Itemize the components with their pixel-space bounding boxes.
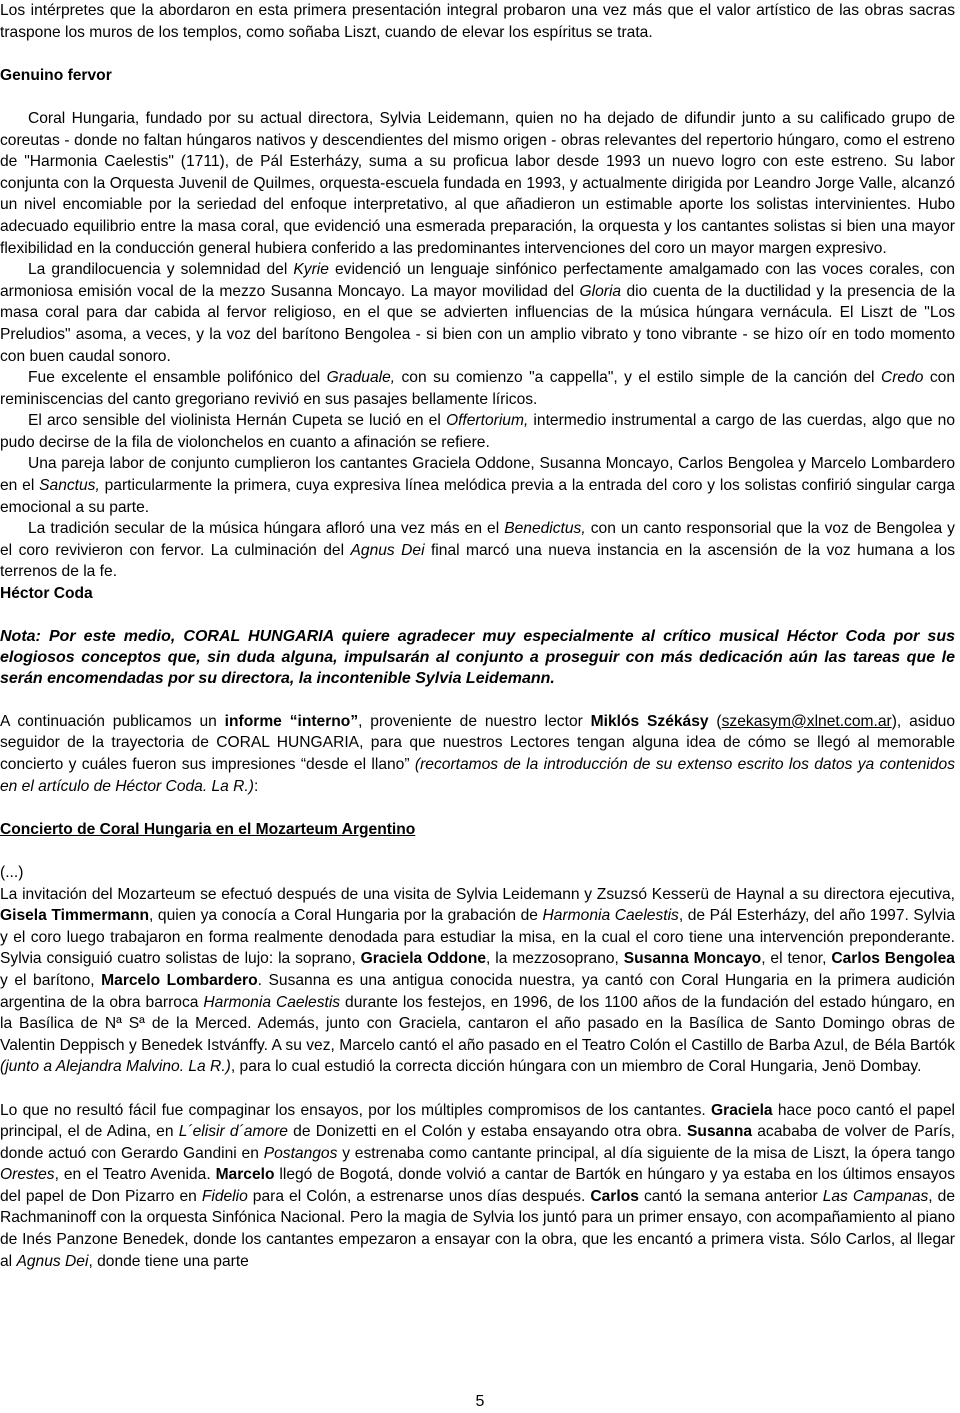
intro-report-paragraph: A continuación publicamos un informe “interno”, proveniente de nuestro lector Miklós Székásy (szekasym@xlnet.com.ar), asiduo seguidor de la trayectoria de CORAL HUNGARIA, para que nuestros Lectores tengan alguna idea de cómo se llegó al memorable concierto y cuáles fueron sus impresiones “desde el llano” (recortamos de la introducción de su extenso escrito los datos ya contenidos en el artículo de Héctor Coda. La R.): — [0, 712, 956, 795]
ellipsis: (...) — [0, 863, 24, 881]
review-paragraph: Fue excelente el ensamble polifónico del Graduale, con su comienzo "a cappella", y el estilo simple de la canción del Credo con reminiscencias del canto gregoriano revivió en sus pasajes bellamente líricos. — [0, 369, 956, 408]
review-paragraph: El arco sensible del violinista Hernán Cupeta se lució en el Offertorium, intermedio instrumental a cargo de las cuerdas, algo que no pudo decirse de la fila de violonchelos en cuanto a afinación se refiere. — [0, 412, 955, 451]
page-number: 5 — [475, 1393, 485, 1410]
author-signature: Héctor Coda — [0, 585, 93, 603]
review-paragraph: Una pareja labor de conjunto cumplieron los cantantes Graciela Oddone, Susanna Moncayo, Carlos Bengolea y Marcelo Lombardero en el Sanctus, particularmente la primera, cuya expresiva línea melódica previa a la entrada del coro y los solistas confirió singular carga emocional a su parte. — [0, 455, 955, 516]
email-link[interactable]: szekasym@xlnet.com.ar — [721, 712, 892, 730]
intro-paragraph: Los intérpretes que la abordaron en esta primera presentación integral probaron una vez más que el valor artístico de las obras sacras traspone los muros de los templos, como soñaba Liszt, cuando de elevar los espíritus se trata. — [0, 2, 955, 41]
review-paragraph: La tradición secular de la música húngara afloró una vez más en el Benedictus, con un canto responsorial que la voz de Bengolea y el coro revivieron con fervor. La culminación del Agnus Dei final marcó una nueva instancia en la ascensión de la voz humana a los terrenos de la fe. — [0, 520, 955, 581]
section-heading: Genuino fervor — [0, 66, 112, 84]
report-paragraph: La invitación del Mozarteum se efectuó después de una visita de Sylvia Leidemann y Zsuzsó Kesserü de Haynal a su directora ejecutiva, Gisela Timmermann, quien ya conocía a Coral Hungaria por la grabación de Harmonia Caelestis, de Pál Esterházy, del año 1997. Sylvia y el coro luego trabajaron en forma realmente denodada para estudiar la misa, en la cual el coro tiene una intervención preponderante. Sylvia consiguió cuatro solistas de lujo: la soprano, Graciela Oddone, la mezzosoprano, Susanna Moncayo, el tenor, Carlos Bengolea y el barítono, Marcelo Lombardero. Susanna es una antigua conocida nuestra, ya cantó con Coral Hungaria en la primera audición argentina de la obra barroca Harmonia Caelestis durante los festejos, en 1996, de los 1100 años de la fundación del estado húngaro, en la Basílica de Nª Sª de la Merced. Además, junto con Graciela, cantaron el año pasado en la Basílica de Santo Domingo obras de Valentin Deppisch y Benedek Istvánffy. A su vez, Marcelo cantó el año pasado en el Teatro Colón el Castillo de Barba Azul, de Béla Bartók (junto a Alejandra Malvino. La R.), para lo cual estudió la correcta dicción húngara con un miembro de Coral Hungaria, Jenö Dombay. — [0, 885, 955, 1076]
review-paragraph: La grandilocuencia y solemnidad del Kyrie evidenció un lenguaje sinfónico perfectamente amalgamado con las voces corales, con armoniosa emisión vocal de la mezzo Susanna Moncayo. La mayor movilidad del Gloria dio cuenta de la ductilidad y la presencia de la masa coral para dar cabida al fervor religioso, en el que se advierten influencias de la música húngara vernácula. El Liszt de "Los Preludios" asoma, a veces, y la voz del barítono Bengolea - si bien con un amplio vibrato y tono vibrante - se hizo oír en todo momento con buen caudal sonoro. — [0, 261, 955, 365]
report-paragraph: Lo que no resultó fácil fue compaginar los ensayos, por los múltiples compromisos de los cantantes. Graciela hace poco cantó el papel principal, el de Adina, en L´elisir d´amore de Donizetti en el Colón y estaba ensayando otra obra. Susanna acababa de volver de París, donde actuó con Gerardo Gandini en Postangos y estrenaba como cantante principal, al día siguiente de la misa de Liszt, la ópera tango Orestes, en el Teatro Avenida. Marcelo llegó de Bogotá, donde volvió a cantar de Bartók en húngaro y ya estaba en los últimos ensayos del papel de Don Pizarro en Fidelio para el Colón, a estrenarse unos días después. Carlos cantó la semana anterior Las Campanas, de Rachmaninoff con la orquesta Sinfónica Nacional. Pero la magia de Sylvia los juntó para un primer ensayo, con acompañamiento al piano de Inés Panzone Benedek, donde los cantantes empezaron a ensayar con la obra, que les encantó a primera vista. Sólo Carlos, al llegar al Agnus Dei, donde tiene una parte — [0, 1101, 956, 1270]
nota-paragraph: Nota: Por este medio, CORAL HUNGARIA quiere agradecer muy especialmente al crítico musical Héctor Coda por sus elogiosos conceptos que, sin duda alguna, impulsarán al conjunto a proseguir con más dedicación aún las tareas que le serán encomendadas por su directora, la incontenible Sylvia Leidemann. — [0, 628, 955, 688]
review-paragraph: Coral Hungaria, fundado por su actual directora, Sylvia Leidemann, quien no ha dejado de difundir junto a su calificado grupo de coreutas - donde no faltan húngaros nativos y descendientes del mismo origen - obras relevantes del repertorio húngaro, como el estreno de "Harmonia Caelestis" (1711), de Pál Esterházy, suma a su proficua labor desde 1993 un nuevo logro con este estreno. Su labor conjunta con la Orquesta Juvenil de Quilmes, orquesta-escuela fundada en 1993, y actualmente dirigida por Leandro Jorge Valle, alcanzó un nivel encomiable por la seriedad del enfoque interpretativo, al que añadieron un estimable aporte los solistas intervinientes. Hubo adecuado equilibrio entre la masa coral, que evidenció una esmerada preparación, la orquesta y los cantantes solistas si bien una mayor flexibilidad en la conducción general hubiera conferido a las predominantes intervenciones del coro un mayor margen expresivo. — [0, 109, 955, 257]
report-title: Concierto de Coral Hungaria en el Mozarteum Argentino — [0, 820, 416, 838]
